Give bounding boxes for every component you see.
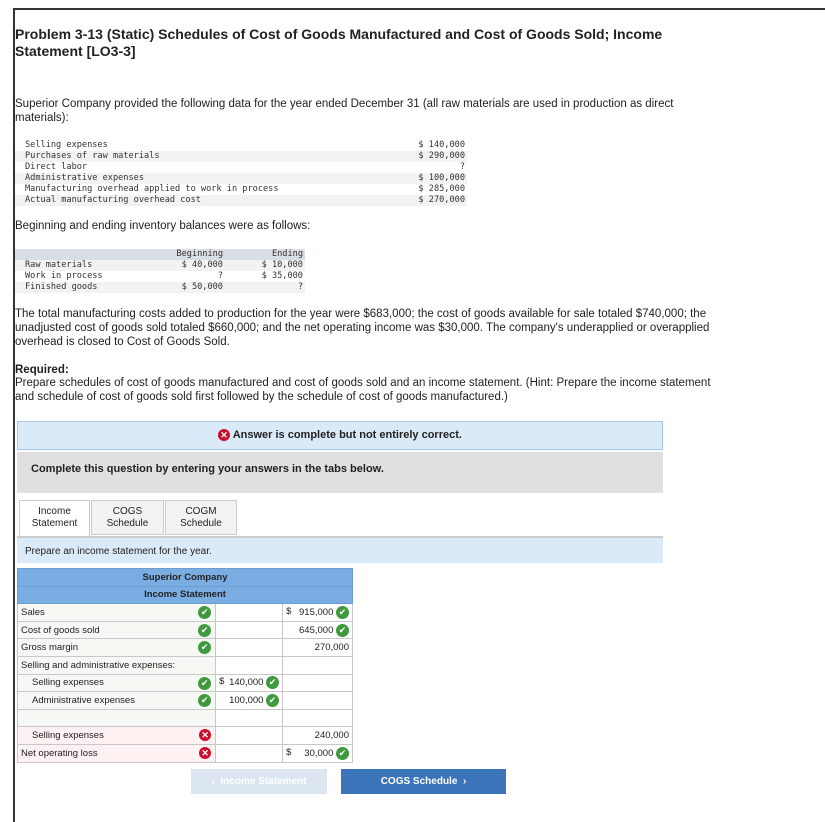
- inventory-intro: Beginning and ending inventory balances were as follows:: [15, 220, 311, 232]
- error-icon: ✕: [218, 429, 230, 441]
- inv-ending: ?: [245, 282, 305, 293]
- data-label: Direct labor: [25, 162, 88, 172]
- amount-input-mid[interactable]: [216, 604, 283, 622]
- tab-label: Income: [38, 506, 71, 517]
- data-row: [15, 151, 467, 162]
- next-button[interactable]: COGS Schedule ›: [341, 769, 506, 794]
- check-icon: ✔: [198, 677, 211, 690]
- paragraph-2: The total manufacturing costs added to production for the year were $683,000; the cost of goods available for sale totaled $740,000; the unadjusted cost of goods sold totaled $660,000; and the net operating income was $30,000. The company's underapplied or overapplied overhead is closed to Cost of Goods Sold.: [15, 308, 710, 348]
- tab-label: Schedule: [180, 518, 222, 529]
- statement-row: [18, 692, 353, 710]
- check-icon: ✔: [336, 606, 349, 619]
- data-value: $ 290,000: [418, 151, 465, 161]
- dollar-sign: $: [286, 605, 292, 617]
- row-label-input[interactable]: [18, 604, 216, 622]
- check-icon: ✔: [336, 624, 349, 637]
- mid-value: 100,000: [229, 694, 264, 706]
- banner-text: Answer is complete but not entirely correct.: [232, 429, 462, 441]
- data-label: Actual manufacturing overhead cost: [25, 195, 201, 205]
- amount-input-right[interactable]: [283, 709, 353, 727]
- company-name: Superior Company: [18, 569, 353, 587]
- col-beginning: Beginning: [165, 249, 225, 260]
- statement-row: [18, 674, 353, 692]
- amount-input-right[interactable]: [283, 727, 353, 745]
- inventory-table: [15, 249, 305, 293]
- row-label: Net operating loss: [21, 747, 98, 759]
- row-label: Selling expenses: [32, 730, 104, 742]
- amount-input-mid[interactable]: [216, 727, 283, 745]
- statement-row: [18, 639, 353, 657]
- required-label: Required:: [15, 364, 69, 376]
- row-label: Selling and administrative expenses:: [21, 659, 176, 671]
- tab-income-statement[interactable]: [19, 500, 90, 536]
- right-value: 30,000: [304, 747, 334, 759]
- check-icon: ✔: [336, 747, 349, 760]
- data-label: Selling expenses: [25, 140, 108, 150]
- answer-banner: [17, 421, 663, 450]
- tab-label: COGM: [185, 506, 217, 517]
- error-icon: ✕: [199, 729, 211, 741]
- dollar-sign: $: [286, 746, 292, 758]
- inventory-row: [15, 260, 305, 271]
- row-label-input[interactable]: [18, 709, 216, 727]
- tab-cogm-schedule[interactable]: [165, 500, 237, 535]
- row-label-input[interactable]: [18, 744, 216, 762]
- amount-input-right[interactable]: [283, 656, 353, 674]
- check-icon: ✔: [198, 606, 211, 619]
- data-label: Administrative expenses: [25, 173, 144, 183]
- data-value: $ 270,000: [418, 195, 465, 205]
- statement-row: [18, 709, 353, 727]
- amount-input-right[interactable]: [283, 639, 353, 657]
- data-row: [15, 162, 467, 173]
- statement-row: [18, 621, 353, 639]
- amount-input-right[interactable]: [283, 744, 353, 762]
- next-label: COGS Schedule: [380, 776, 458, 787]
- data-label: Manufacturing overhead applied to work in process: [25, 184, 279, 194]
- data-value: $ 100,000: [418, 173, 465, 183]
- prev-button[interactable]: ‹ Income Statement: [191, 769, 327, 794]
- row-label-input[interactable]: [18, 692, 216, 710]
- mid-value: 140,000: [229, 677, 264, 689]
- amount-input-mid[interactable]: [216, 656, 283, 674]
- inv-beginning: ?: [165, 271, 225, 282]
- tab-label: Statement: [31, 518, 78, 529]
- check-icon: ✔: [198, 624, 211, 637]
- amount-input-mid[interactable]: [216, 621, 283, 639]
- amount-input-mid[interactable]: [216, 744, 283, 762]
- amount-input-mid[interactable]: [216, 709, 283, 727]
- error-icon: ✕: [199, 747, 211, 759]
- income-statement-table: [17, 568, 353, 763]
- data-row: [15, 140, 467, 151]
- row-label-input[interactable]: [18, 639, 216, 657]
- problem-title: Problem 3-13 (Static) Schedules of Cost of Goods Manufactured and Cost of Goods Sold; Income Statement [LO3-3]: [15, 26, 663, 59]
- check-icon: ✔: [266, 694, 279, 707]
- row-label: Administrative expenses: [32, 694, 135, 706]
- data-value: ?: [459, 162, 465, 172]
- statement-name: Income Statement: [18, 586, 353, 604]
- inv-label: Work in process: [15, 271, 165, 282]
- amount-input-mid[interactable]: [216, 674, 283, 692]
- tab-instruction: Prepare an income statement for the year.: [17, 536, 663, 563]
- dollar-sign: $: [219, 676, 225, 688]
- inv-label: Finished goods: [15, 282, 165, 293]
- check-icon: ✔: [198, 641, 211, 654]
- right-value: 270,000: [314, 642, 349, 654]
- data-value: $ 140,000: [418, 140, 465, 150]
- check-icon: ✔: [198, 694, 211, 707]
- required-text: Prepare schedules of cost of goods manufactured and cost of goods sold and an income statement. (Hint: Prepare the income statement and schedule of cost of goods sold first followed by the schedule of cost of goods manufactured.): [15, 377, 711, 403]
- row-label: Cost of goods sold: [21, 624, 100, 636]
- instruction-box: Complete this question by entering your answers in the tabs below.: [17, 452, 663, 493]
- row-label: Gross margin: [21, 642, 79, 654]
- tab-label: Schedule: [106, 518, 149, 529]
- col-ending: Ending: [245, 249, 305, 260]
- inv-beginning: $ 50,000: [165, 282, 225, 293]
- row-label-input[interactable]: [18, 727, 216, 745]
- data-row: [15, 184, 467, 195]
- row-label-input[interactable]: [18, 674, 216, 692]
- data-row: [15, 173, 467, 184]
- row-label: Sales: [21, 606, 45, 618]
- right-value: 645,000: [299, 624, 334, 636]
- inventory-row: [15, 271, 305, 282]
- data-row: [15, 195, 467, 206]
- prev-label: Income Statement: [220, 776, 307, 787]
- data-table: [15, 140, 467, 206]
- row-label: Selling expenses: [32, 677, 104, 689]
- right-value: 915,000: [299, 607, 334, 618]
- amount-input-right[interactable]: [283, 621, 353, 639]
- intro-text: Superior Company provided the following data for the year ended December 31 (all raw materials are used in production as direct materials):: [15, 98, 674, 124]
- statement-row: [18, 604, 353, 622]
- inv-ending: $ 10,000: [245, 260, 305, 271]
- right-value: 240,000: [314, 730, 349, 742]
- amount-input-mid[interactable]: [216, 692, 283, 710]
- amount-input-right[interactable]: [283, 674, 353, 692]
- statement-row: [18, 727, 353, 745]
- row-label-input[interactable]: [18, 656, 216, 674]
- inv-beginning: $ 40,000: [165, 260, 225, 271]
- inv-ending: $ 35,000: [245, 271, 305, 282]
- tab-label: COGS: [112, 506, 143, 517]
- statement-row: [18, 656, 353, 674]
- check-icon: ✔: [266, 676, 279, 689]
- amount-input-right[interactable]: [283, 604, 353, 622]
- amount-input-right[interactable]: [283, 692, 353, 710]
- row-label-input[interactable]: [18, 621, 216, 639]
- amount-input-mid[interactable]: [216, 639, 283, 657]
- statement-row: [18, 744, 353, 762]
- data-label: Purchases of raw materials: [25, 151, 160, 161]
- inv-label: Raw materials: [15, 260, 165, 271]
- tab-cogs-schedule[interactable]: [91, 500, 164, 535]
- inventory-row: [15, 282, 305, 293]
- data-value: $ 285,000: [418, 184, 465, 194]
